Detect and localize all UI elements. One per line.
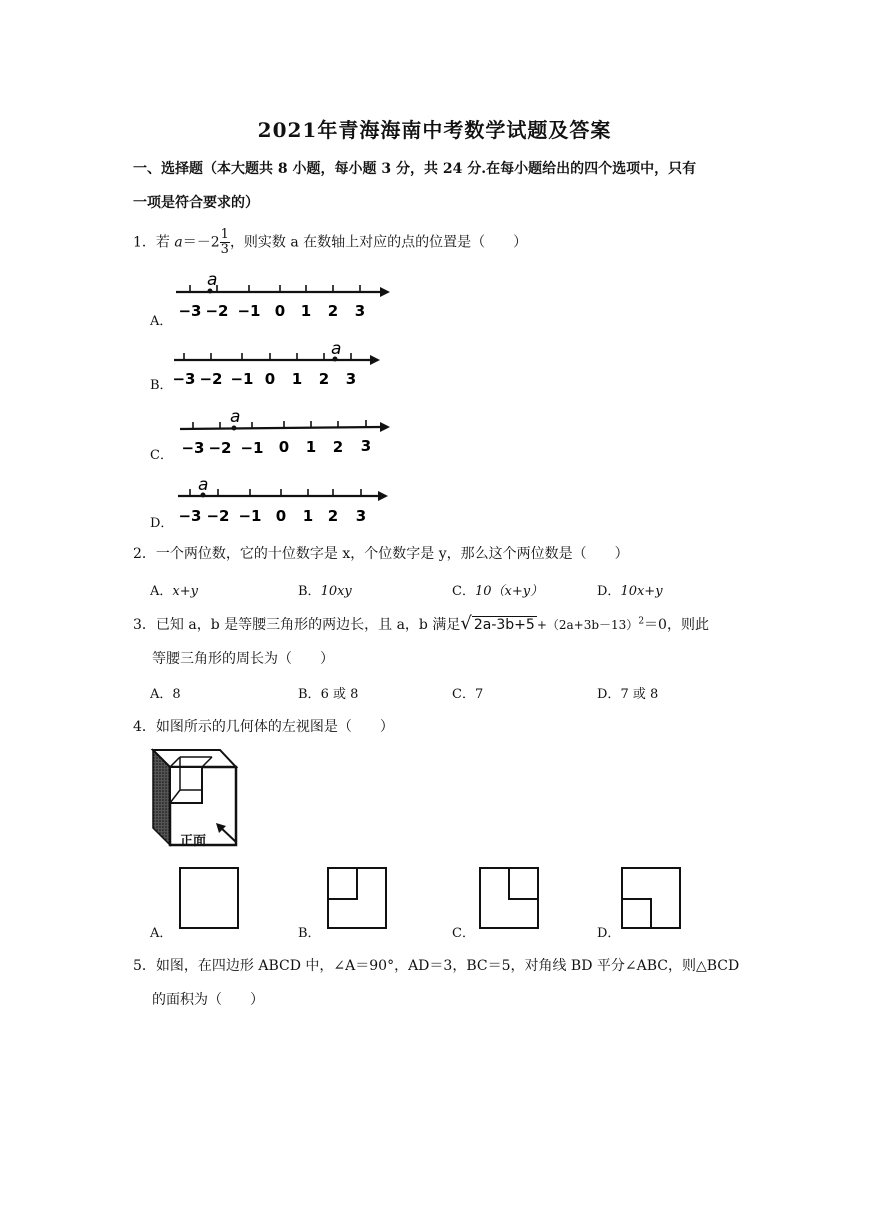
q1-frac-num: 1	[220, 227, 229, 242]
tick-label: 0	[278, 438, 290, 456]
q1-post: ，则实数 a 在数轴上对应的点的位置是（ ）	[229, 234, 528, 251]
q4-option-a-figure	[178, 866, 242, 932]
option-value: 7 或 8	[620, 687, 659, 702]
q1-option-b-numberline	[168, 334, 398, 390]
tick-label: 2	[332, 438, 344, 456]
q1-option-d-label: D．	[150, 516, 174, 531]
q3-option-d	[597, 683, 658, 702]
point-label: a	[198, 475, 209, 495]
q1-option-d-numberline	[170, 470, 400, 526]
option-value: x+y	[172, 584, 198, 599]
tick-label: 3	[360, 437, 372, 455]
tick-label: −1	[238, 507, 262, 525]
tick-label: −3	[181, 439, 205, 457]
option-label: D．	[597, 584, 621, 599]
tick-label: −1	[240, 439, 264, 457]
q4-option-c-label: C．	[452, 926, 475, 941]
tick-label: 1	[302, 507, 314, 525]
tick-label: 1	[291, 370, 303, 388]
q1-option-a-numberline	[170, 268, 400, 324]
point-label: a	[207, 270, 218, 290]
q4-option-d-label: D．	[597, 926, 621, 941]
option-value: 10x+y	[620, 584, 663, 599]
q3-line2: 等腰三角形的周长为（ ）	[152, 651, 334, 667]
option-label: C．	[452, 687, 475, 702]
point-label: a	[331, 339, 342, 359]
q1-eq: ＝－2	[182, 234, 220, 251]
q1-pre: 若	[155, 234, 175, 251]
option-label: C．	[452, 584, 475, 599]
q3-option-c	[452, 683, 483, 702]
q4-option-b-label: B．	[298, 926, 321, 941]
option-value: 7	[474, 687, 484, 702]
option-value: 6 或 8	[320, 687, 359, 702]
tick-label: −3	[178, 302, 202, 320]
q3-sqrt: 2a-3b+5	[473, 617, 535, 633]
q5-line2: 的面积为（ ）	[152, 992, 264, 1008]
option-value: 10（x+y）	[474, 584, 544, 599]
q4-front-label: 正面	[180, 834, 207, 849]
option-label: D．	[597, 687, 621, 702]
q3-number: 3．	[133, 617, 156, 633]
q2-option-d	[597, 580, 663, 599]
q3-post: +（2a+3b－13）	[536, 618, 639, 632]
tick-label: −2	[208, 439, 232, 457]
question-4	[133, 716, 394, 736]
q1-frac-den: 3	[220, 242, 229, 257]
option-label: A．	[150, 584, 173, 599]
tick-label: −2	[199, 370, 223, 388]
q4-number: 4．	[133, 719, 156, 735]
option-value: 8	[172, 687, 181, 702]
q2-option-a	[150, 580, 198, 599]
tick-label: 1	[300, 302, 312, 320]
arrow-icon	[214, 822, 240, 846]
q2-text: 一个两位数，它的十位数字是 x，个位数字是 y，那么这个两位数是（ ）	[155, 546, 629, 562]
q4-text: 如图所示的几何体的左视图是（ ）	[155, 719, 394, 735]
q5-number: 5．	[133, 958, 156, 974]
tick-label: 0	[275, 507, 287, 525]
q3-option-b	[298, 683, 358, 702]
page-title: 2021年青海海南中考数学试题及答案	[257, 118, 612, 142]
tick-label: −1	[237, 302, 261, 320]
q3-post2: ＝0，则此	[644, 617, 709, 633]
tick-label: −3	[172, 370, 196, 388]
q1-option-c-label: C．	[150, 448, 173, 463]
q1-option-a-label: A．	[150, 314, 173, 329]
tick-label: 2	[318, 370, 330, 388]
section-heading-line2: 一项是符合要求的）	[133, 195, 259, 211]
option-value: 10xy	[320, 584, 352, 599]
q2-option-b	[298, 580, 352, 599]
question-1	[133, 228, 527, 257]
tick-label: 2	[327, 507, 339, 525]
q4-option-d-figure	[620, 866, 684, 932]
q4-option-a-label: A．	[150, 926, 173, 941]
tick-label: 3	[345, 370, 357, 388]
q3-sup: 2	[638, 616, 645, 627]
tick-label: −2	[205, 302, 229, 320]
point-label: a	[230, 407, 241, 427]
q1-number: 1．	[133, 234, 156, 251]
q4-option-c-figure	[478, 866, 542, 932]
option-label: A．	[150, 687, 173, 702]
tick-label: −1	[230, 370, 254, 388]
tick-label: 3	[355, 507, 367, 525]
question-3	[133, 613, 709, 634]
tick-label: 3	[354, 302, 366, 320]
question-5	[133, 955, 739, 975]
tick-label: 1	[305, 438, 317, 456]
option-label: B．	[298, 687, 321, 702]
tick-label: −2	[206, 507, 230, 525]
q5-line1: 如图，在四边形 ABCD 中，∠A＝90°，AD＝3，BC＝5，对角线 BD 平分∠ABC，则△BCD	[155, 958, 740, 974]
q2-number: 2．	[133, 546, 156, 562]
section-heading-line1: 一、选择题（本大题共 8 小题，每小题 3 分，共 24 分.在每小题给出的四个选项中，只有	[133, 161, 697, 177]
q3-option-a	[150, 683, 181, 702]
tick-label: 2	[327, 302, 339, 320]
q1-option-c-numberline	[172, 402, 402, 458]
question-2	[133, 543, 629, 563]
tick-label: 0	[264, 370, 276, 388]
q2-option-c	[452, 580, 543, 599]
tick-label: 0	[274, 302, 286, 320]
q4-option-b-figure	[326, 866, 390, 932]
option-label: B．	[298, 584, 321, 599]
q3-pre: 已知 a，b 是等腰三角形的两边长，且 a，b 满足	[155, 617, 461, 633]
q1-option-b-label: B．	[150, 378, 173, 393]
q1-fraction	[220, 228, 230, 257]
tick-label: −3	[178, 507, 202, 525]
sqrt-symbol-icon: √	[460, 613, 472, 634]
q1-var: a	[174, 234, 183, 251]
